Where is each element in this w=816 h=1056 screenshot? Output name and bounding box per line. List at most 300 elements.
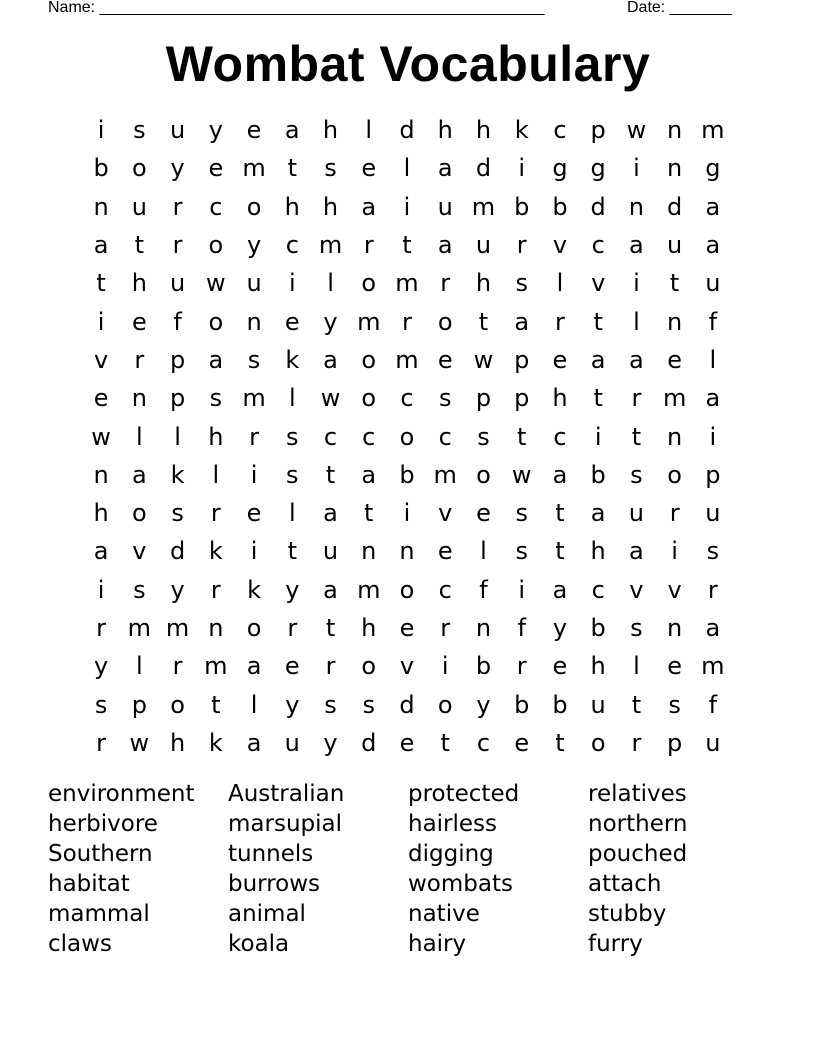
grid-letter[interactable]: m: [165, 614, 190, 642]
grid-letter[interactable]: w: [129, 728, 150, 757]
grid-letter[interactable]: g: [705, 154, 721, 183]
grid-letter[interactable]: y: [285, 575, 300, 604]
grid-letter[interactable]: d: [399, 116, 415, 145]
grid-letter[interactable]: i: [518, 154, 526, 183]
word-list-item: hairy: [408, 931, 467, 957]
grid-letter[interactable]: i: [518, 575, 526, 604]
word-column: [48, 779, 228, 959]
grid-letter[interactable]: r: [516, 231, 527, 260]
grid-letter[interactable]: m: [395, 269, 419, 298]
grid-letter[interactable]: h: [475, 116, 492, 145]
grid-letter[interactable]: n: [667, 422, 683, 451]
grid-letter[interactable]: r: [631, 384, 642, 413]
grid-letter[interactable]: h: [552, 384, 568, 413]
grid-letter[interactable]: t: [402, 231, 412, 260]
grid-letter[interactable]: a: [284, 116, 300, 145]
grid-letter[interactable]: s: [133, 116, 146, 145]
grid-letter[interactable]: u: [437, 192, 453, 221]
grid-letter[interactable]: t: [555, 537, 565, 566]
grid-letter[interactable]: r: [249, 422, 259, 451]
grid-letter[interactable]: n: [667, 154, 683, 183]
grid-letter[interactable]: e: [131, 307, 147, 336]
grid-letter[interactable]: m: [127, 614, 152, 642]
grid-letter[interactable]: n: [667, 116, 683, 145]
grid-letter[interactable]: u: [590, 690, 606, 719]
grid-letter[interactable]: a: [131, 460, 147, 489]
grid-letter[interactable]: m: [471, 192, 496, 221]
grid-letter[interactable]: n: [246, 307, 262, 336]
grid-letter[interactable]: k: [170, 460, 185, 489]
grid-letter[interactable]: o: [399, 422, 415, 451]
grid-letter[interactable]: d: [667, 192, 683, 221]
grid-letter[interactable]: d: [169, 537, 186, 566]
grid-letter[interactable]: c: [591, 231, 605, 260]
grid-letter[interactable]: o: [246, 192, 262, 221]
grid-letter[interactable]: e: [246, 499, 262, 528]
grid-row: [82, 341, 732, 379]
grid-letter[interactable]: u: [705, 728, 721, 757]
grid-letter[interactable]: a: [705, 614, 721, 642]
grid-letter[interactable]: t: [96, 269, 106, 298]
grid-letter[interactable]: t: [364, 499, 374, 528]
grid-letter[interactable]: i: [403, 192, 411, 221]
grid-letter[interactable]: m: [395, 345, 419, 374]
grid-letter[interactable]: a: [246, 652, 262, 681]
grid-letter[interactable]: r: [516, 652, 527, 681]
grid-letter[interactable]: e: [93, 384, 109, 413]
grid-letter[interactable]: a: [323, 499, 338, 528]
grid-letter[interactable]: t: [211, 690, 221, 719]
grid-letter[interactable]: u: [628, 499, 644, 528]
grid-letter[interactable]: u: [131, 192, 147, 221]
grid-letter[interactable]: e: [552, 345, 568, 374]
grid-letter[interactable]: a: [629, 537, 644, 566]
grid-letter[interactable]: l: [250, 690, 258, 719]
grid-letter[interactable]: y: [208, 116, 223, 145]
grid-letter[interactable]: b: [514, 690, 530, 719]
grid-letter[interactable]: d: [361, 728, 377, 757]
grid-letter[interactable]: o: [132, 499, 147, 528]
grid-letter[interactable]: o: [208, 307, 224, 336]
grid-letter[interactable]: s: [94, 690, 108, 719]
date-field[interactable]: Date: _______: [627, 0, 732, 16]
name-field[interactable]: Name: __________________________________________________: [48, 0, 545, 16]
grid-letter[interactable]: e: [208, 154, 224, 183]
grid-letter[interactable]: n: [131, 384, 147, 413]
grid-letter[interactable]: c: [591, 575, 605, 604]
grid-letter[interactable]: l: [633, 652, 640, 681]
grid-letter[interactable]: o: [437, 307, 453, 336]
grid-letter[interactable]: t: [516, 422, 527, 451]
grid-letter[interactable]: l: [480, 537, 487, 566]
grid-letter[interactable]: r: [554, 307, 565, 336]
grid-letter[interactable]: n: [93, 192, 109, 221]
grid-letter[interactable]: r: [172, 192, 183, 221]
grid-letter[interactable]: i: [594, 422, 602, 451]
grid-letter[interactable]: h: [284, 192, 300, 221]
grid-letter[interactable]: e: [437, 537, 453, 566]
grid-letter[interactable]: s: [477, 422, 490, 451]
grid-letter[interactable]: a: [437, 154, 453, 183]
grid-letter[interactable]: m: [701, 652, 725, 681]
grid-letter[interactable]: c: [209, 192, 223, 221]
grid-letter[interactable]: o: [437, 690, 453, 719]
grid-letter[interactable]: t: [593, 307, 603, 336]
grid-letter[interactable]: a: [552, 460, 568, 489]
grid-letter[interactable]: t: [593, 384, 603, 413]
grid-letter[interactable]: b: [399, 460, 415, 489]
grid-letter[interactable]: o: [361, 269, 377, 298]
grid-letter[interactable]: m: [242, 384, 266, 413]
grid-letter[interactable]: p: [475, 384, 492, 413]
grid-letter[interactable]: b: [514, 192, 530, 221]
grid-letter[interactable]: t: [669, 269, 680, 298]
grid-letter[interactable]: h: [361, 614, 377, 642]
grid-letter[interactable]: s: [324, 154, 337, 183]
grid-letter[interactable]: y: [285, 690, 300, 719]
grid-letter[interactable]: m: [318, 231, 343, 260]
grid-letter[interactable]: t: [478, 307, 489, 336]
grid-letter[interactable]: u: [284, 728, 300, 757]
grid-letter[interactable]: n: [667, 614, 683, 642]
grid-letter[interactable]: h: [590, 652, 606, 681]
grid-letter[interactable]: e: [361, 154, 377, 183]
grid-letter[interactable]: w: [91, 422, 111, 451]
grid-letter[interactable]: r: [363, 231, 374, 260]
grid-letter[interactable]: u: [475, 231, 492, 260]
grid-letter[interactable]: l: [136, 422, 143, 451]
grid-letter[interactable]: m: [204, 652, 228, 681]
grid-letter[interactable]: v: [552, 231, 568, 260]
grid-letter[interactable]: m: [433, 460, 457, 489]
grid-letter[interactable]: i: [97, 575, 105, 604]
grid-letter[interactable]: e: [552, 652, 568, 681]
grid-letter[interactable]: l: [327, 269, 334, 298]
grid-letter[interactable]: a: [514, 307, 530, 336]
grid-letter[interactable]: l: [288, 384, 296, 413]
grid-letter[interactable]: h: [322, 192, 339, 221]
grid-letter[interactable]: w: [320, 384, 341, 413]
grid-letter[interactable]: r: [172, 652, 183, 681]
grid-letter[interactable]: y: [323, 307, 338, 336]
grid-letter[interactable]: l: [288, 499, 296, 528]
grid-letter[interactable]: y: [476, 690, 491, 719]
grid-letter[interactable]: o: [667, 460, 682, 489]
grid-letter[interactable]: s: [286, 422, 299, 451]
grid-letter[interactable]: h: [169, 728, 186, 757]
grid-row: [82, 532, 732, 570]
grid-letter[interactable]: b: [475, 652, 492, 681]
grid-letter[interactable]: e: [667, 345, 683, 374]
grid-letter[interactable]: v: [591, 269, 606, 298]
grid-letter[interactable]: u: [246, 269, 262, 298]
grid-letter[interactable]: s: [171, 499, 184, 528]
grid-letter[interactable]: t: [555, 499, 565, 528]
grid-letter[interactable]: i: [97, 116, 105, 145]
grid-letter[interactable]: y: [246, 231, 262, 260]
grid-letter[interactable]: a: [437, 231, 453, 260]
grid-letter[interactable]: k: [285, 345, 300, 374]
grid-letter[interactable]: r: [631, 728, 642, 757]
grid-letter[interactable]: p: [169, 345, 186, 374]
grid-letter[interactable]: i: [633, 269, 640, 298]
grid-letter[interactable]: k: [514, 116, 529, 145]
grid-letter[interactable]: i: [250, 460, 258, 489]
grid-letter[interactable]: s: [515, 269, 528, 298]
grid-letter[interactable]: n: [361, 537, 377, 566]
grid-letter[interactable]: h: [475, 269, 492, 298]
grid-letter[interactable]: m: [357, 575, 381, 604]
grid-letter[interactable]: o: [361, 345, 377, 374]
grid-letter[interactable]: e: [284, 307, 300, 336]
grid-letter[interactable]: o: [246, 614, 262, 642]
grid-letter[interactable]: s: [706, 537, 720, 566]
grid-letter[interactable]: b: [590, 614, 606, 642]
grid-letter[interactable]: w: [206, 269, 226, 298]
grid-letter[interactable]: v: [399, 652, 415, 681]
grid-letter[interactable]: i: [671, 537, 678, 566]
grid-letter[interactable]: u: [705, 499, 721, 528]
grid-letter[interactable]: c: [476, 728, 491, 757]
grid-letter[interactable]: a: [323, 345, 338, 374]
grid-letter[interactable]: h: [208, 422, 224, 451]
grid-letter[interactable]: s: [247, 345, 261, 374]
grid-letter[interactable]: i: [403, 499, 411, 528]
grid-letter[interactable]: g: [590, 154, 606, 183]
grid-letter[interactable]: d: [475, 154, 492, 183]
grid-letter[interactable]: o: [361, 652, 377, 681]
grid-letter[interactable]: e: [437, 345, 453, 374]
grid-letter[interactable]: t: [440, 728, 450, 757]
grid-letter[interactable]: r: [172, 231, 183, 260]
grid-letter[interactable]: h: [322, 116, 339, 145]
grid-letter[interactable]: o: [476, 460, 491, 489]
grid-letter[interactable]: i: [288, 269, 296, 298]
grid-letter[interactable]: r: [287, 614, 298, 642]
grid-letter[interactable]: a: [208, 345, 224, 374]
grid-letter[interactable]: o: [170, 690, 185, 719]
grid-letter[interactable]: c: [323, 422, 338, 451]
grid-letter[interactable]: r: [669, 499, 680, 528]
grid-letter[interactable]: i: [633, 154, 640, 183]
word-list-item: koala: [228, 931, 290, 957]
grid-letter[interactable]: r: [440, 614, 451, 642]
grid-letter[interactable]: e: [514, 728, 530, 757]
grid-letter[interactable]: l: [212, 460, 220, 489]
grid-letter[interactable]: a: [361, 460, 377, 489]
grid-letter[interactable]: s: [630, 460, 643, 489]
grid-letter[interactable]: u: [667, 231, 683, 260]
grid-letter[interactable]: e: [476, 499, 491, 528]
grid-letter[interactable]: l: [174, 422, 181, 451]
grid-letter[interactable]: a: [705, 384, 721, 413]
grid-letter[interactable]: o: [590, 728, 606, 757]
grid-letter[interactable]: v: [94, 345, 109, 374]
grid-letter[interactable]: r: [440, 269, 451, 298]
grid-letter[interactable]: v: [667, 575, 682, 604]
grid-letter[interactable]: t: [287, 154, 297, 183]
grid-letter[interactable]: h: [437, 116, 453, 145]
grid-letter[interactable]: p: [705, 460, 721, 489]
grid-letter[interactable]: l: [403, 154, 411, 183]
grid-letter[interactable]: a: [705, 192, 721, 221]
word-list-item: wombats: [408, 871, 513, 897]
grid-letter[interactable]: w: [511, 460, 532, 489]
grid-letter[interactable]: c: [438, 422, 452, 451]
grid-letter[interactable]: t: [631, 690, 642, 719]
grid-letter[interactable]: c: [362, 422, 376, 451]
grid-letter[interactable]: a: [323, 575, 338, 604]
grid-letter[interactable]: r: [210, 499, 221, 528]
grid-letter[interactable]: r: [707, 575, 718, 604]
grid-letter[interactable]: c: [400, 384, 414, 413]
grid-letter[interactable]: f: [517, 614, 526, 642]
grid-letter[interactable]: k: [247, 575, 261, 604]
grid-letter[interactable]: s: [362, 690, 376, 719]
grid-letter[interactable]: n: [667, 307, 683, 336]
grid-letter[interactable]: i: [97, 307, 105, 336]
grid-letter[interactable]: r: [210, 575, 221, 604]
grid-letter[interactable]: b: [590, 460, 606, 489]
grid-letter[interactable]: l: [709, 345, 717, 374]
grid-letter[interactable]: n: [399, 537, 415, 566]
grid-letter[interactable]: y: [323, 728, 338, 757]
grid-letter[interactable]: y: [552, 614, 568, 642]
grid-letter[interactable]: l: [633, 307, 640, 336]
grid-letter[interactable]: p: [169, 384, 186, 413]
grid-letter[interactable]: c: [553, 116, 567, 145]
grid-letter[interactable]: m: [242, 154, 266, 183]
grid-letter[interactable]: i: [441, 652, 449, 681]
grid-letter[interactable]: r: [402, 307, 412, 336]
grid-letter[interactable]: s: [438, 384, 452, 413]
grid-letter[interactable]: y: [170, 154, 185, 183]
grid-letter[interactable]: l: [365, 116, 373, 145]
word-list-item: hairless: [408, 811, 498, 837]
grid-letter[interactable]: a: [552, 575, 568, 604]
grid-letter[interactable]: t: [325, 614, 336, 642]
grid-letter[interactable]: v: [132, 537, 147, 566]
grid-letter[interactable]: e: [399, 728, 415, 757]
grid-letter[interactable]: a: [361, 192, 377, 221]
grid-letter[interactable]: r: [134, 345, 145, 374]
grid-letter[interactable]: w: [473, 345, 494, 374]
grid-letter[interactable]: a: [590, 345, 606, 374]
grid-letter[interactable]: o: [399, 575, 415, 604]
grid-letter[interactable]: c: [553, 422, 567, 451]
grid-letter[interactable]: s: [133, 575, 146, 604]
grid-letter[interactable]: n: [628, 192, 644, 221]
grid-letter[interactable]: t: [287, 537, 297, 566]
grid-letter[interactable]: p: [131, 690, 147, 719]
grid-letter[interactable]: a: [629, 345, 644, 374]
grid-letter[interactable]: g: [552, 154, 568, 183]
grid-letter[interactable]: s: [324, 690, 337, 719]
grid-letter[interactable]: a: [246, 728, 262, 757]
grid-letter[interactable]: b: [552, 690, 568, 719]
grid-letter[interactable]: m: [701, 116, 725, 145]
grid-letter[interactable]: p: [514, 345, 530, 374]
grid-letter[interactable]: l: [556, 269, 564, 298]
grid-letter[interactable]: f: [173, 307, 182, 336]
grid-letter[interactable]: r: [325, 652, 336, 681]
grid-letter[interactable]: i: [709, 422, 717, 451]
grid-letter[interactable]: r: [96, 728, 107, 757]
grid-letter[interactable]: y: [94, 652, 109, 681]
grid-letter[interactable]: e: [667, 652, 683, 681]
grid-letter[interactable]: u: [169, 269, 186, 298]
grid-letter[interactable]: e: [399, 614, 415, 642]
grid-letter[interactable]: f: [708, 690, 718, 719]
grid-letter[interactable]: m: [662, 384, 687, 413]
grid-letter[interactable]: s: [515, 499, 528, 528]
grid-letter[interactable]: w: [626, 116, 647, 145]
grid-letter[interactable]: e: [246, 116, 262, 145]
grid-letter[interactable]: y: [170, 575, 185, 604]
grid-letter[interactable]: t: [631, 422, 642, 451]
grid-letter[interactable]: k: [208, 537, 223, 566]
grid-letter[interactable]: c: [285, 231, 299, 260]
grid-letter[interactable]: o: [132, 154, 147, 183]
grid-letter[interactable]: s: [668, 690, 681, 719]
grid-letter[interactable]: c: [438, 575, 452, 604]
grid-letter[interactable]: h: [131, 269, 147, 298]
grid-letter[interactable]: a: [705, 231, 721, 260]
grid-letter[interactable]: d: [399, 690, 415, 719]
grid-letter[interactable]: n: [475, 614, 492, 642]
grid-letter[interactable]: s: [630, 614, 643, 642]
grid-letter[interactable]: i: [250, 537, 258, 566]
grid-letter[interactable]: v: [629, 575, 644, 604]
grid-letter[interactable]: a: [93, 537, 109, 566]
grid-letter[interactable]: n: [93, 460, 109, 489]
grid-letter[interactable]: h: [93, 499, 109, 528]
grid-letter[interactable]: t: [134, 231, 145, 260]
grid-letter[interactable]: u: [322, 537, 339, 566]
grid-row: [82, 417, 732, 455]
grid-letter[interactable]: p: [667, 728, 683, 757]
grid-letter[interactable]: m: [357, 307, 381, 336]
word-list-item: relatives: [588, 781, 687, 807]
grid-letter[interactable]: b: [93, 154, 109, 183]
grid-letter[interactable]: f: [708, 307, 718, 336]
grid-letter[interactable]: s: [286, 460, 299, 489]
grid-letter[interactable]: t: [325, 460, 336, 489]
grid-letter[interactable]: p: [514, 384, 530, 413]
grid-letter[interactable]: k: [208, 728, 223, 757]
grid-letter[interactable]: o: [361, 384, 377, 413]
grid-letter[interactable]: b: [552, 192, 568, 221]
grid-letter[interactable]: v: [438, 499, 453, 528]
grid-letter[interactable]: n: [208, 614, 224, 642]
grid-letter[interactable]: f: [479, 575, 488, 604]
grid-letter[interactable]: a: [590, 499, 606, 528]
grid-letter[interactable]: t: [555, 728, 565, 757]
grid-letter[interactable]: d: [590, 192, 606, 221]
grid-letter[interactable]: r: [96, 614, 107, 642]
grid-letter[interactable]: o: [208, 231, 224, 260]
grid-letter[interactable]: p: [590, 116, 606, 145]
grid-letter[interactable]: a: [629, 231, 644, 260]
grid-letter[interactable]: h: [590, 537, 606, 566]
grid-letter[interactable]: s: [209, 384, 223, 413]
grid-letter[interactable]: u: [169, 116, 186, 145]
grid-letter[interactable]: u: [705, 269, 721, 298]
grid-letter[interactable]: s: [515, 537, 528, 566]
grid-letter[interactable]: l: [136, 652, 143, 681]
grid-letter[interactable]: a: [93, 231, 109, 260]
grid-letter[interactable]: e: [284, 652, 300, 681]
